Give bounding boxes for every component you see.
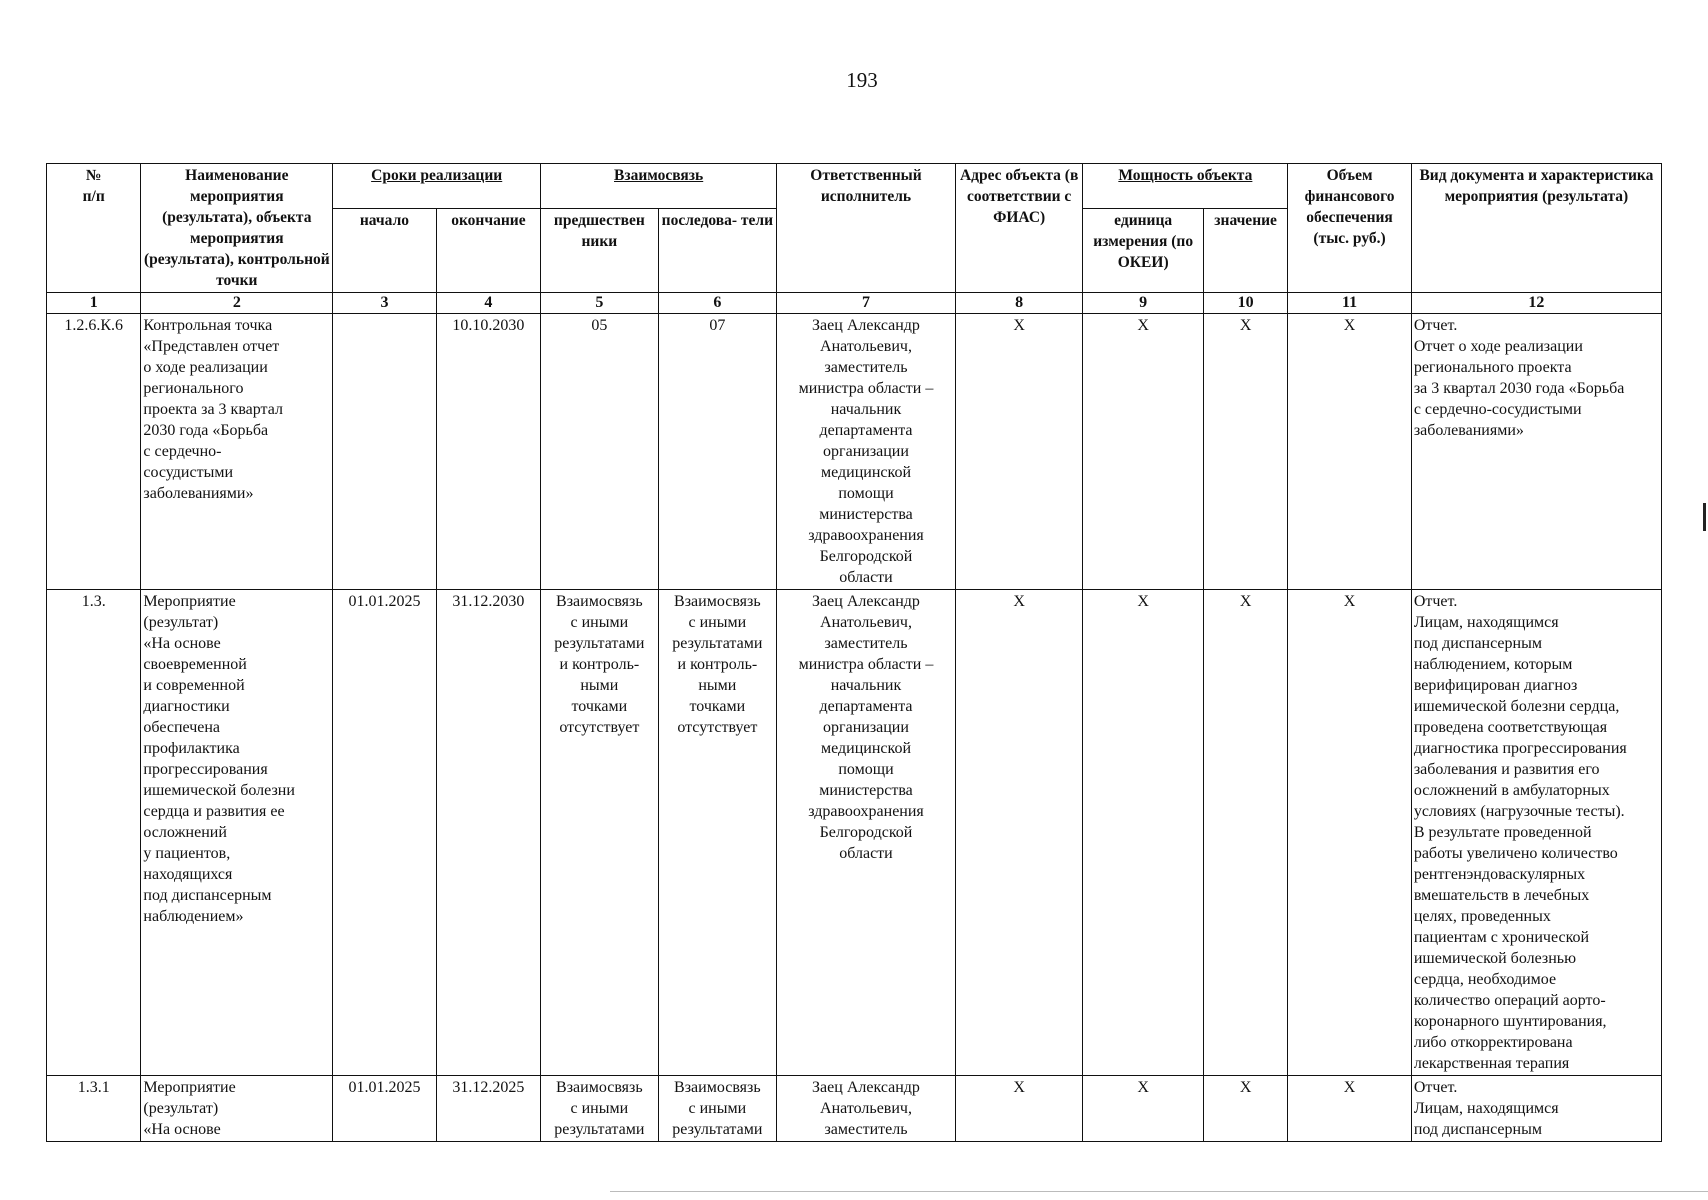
row-successors: Взаимосвязь с иными результатами и контроль- ными точками отсутствует	[658, 590, 777, 1076]
table-row	[47, 590, 1662, 1076]
column-number: 11	[1288, 293, 1412, 314]
row-name: Мероприятие (результат) «На основе своевременной и современной диагностики обеспечена профилактика прогрессирования ишемической болезни сердца и развития ее осложнений у пациентов, находящихся под диспансерным наблюдением»	[141, 590, 333, 1076]
header-unit: единица измерения (по ОКЕИ)	[1083, 209, 1204, 293]
header-capacity-label: Мощность объекта	[1118, 167, 1253, 184]
header-value: значение	[1203, 209, 1287, 293]
column-number: 12	[1411, 293, 1661, 314]
header-terms	[333, 164, 541, 209]
column-number: 10	[1203, 293, 1287, 314]
row-document: Отчет. Лицам, находящимся под диспансерным	[1411, 1076, 1661, 1142]
row-unit: Х	[1083, 1076, 1204, 1142]
header-links	[541, 164, 777, 209]
row-successors: 07	[658, 314, 777, 590]
row-start: 01.01.2025	[333, 1076, 436, 1142]
row-successors: Взаимосвязь с иными результатами	[658, 1076, 777, 1142]
row-end: 10.10.2030	[436, 314, 540, 590]
row-finance: Х	[1288, 1076, 1412, 1142]
row-predecessors: Взаимосвязь с иными результатами	[541, 1076, 659, 1142]
table-header	[47, 164, 1662, 314]
header-responsible: Ответственный исполнитель	[777, 164, 956, 293]
header-predecessors: предшествен ники	[541, 209, 659, 293]
table-row	[47, 314, 1662, 590]
row-value: Х	[1203, 590, 1287, 1076]
column-number: 2	[141, 293, 333, 314]
row-predecessors: 05	[541, 314, 659, 590]
column-number: 8	[955, 293, 1083, 314]
row-predecessors: Взаимосвязь с иными результатами и контроль- ными точками отсутствует	[541, 590, 659, 1076]
row-name: Мероприятие (результат) «На основе	[141, 1076, 333, 1142]
row-unit: Х	[1083, 590, 1204, 1076]
row-document: Отчет. Отчет о ходе реализации регионального проекта за 3 квартал 2030 года «Борьба с сердечно-сосудистыми заболеваниями»	[1411, 314, 1661, 590]
row-address: Х	[955, 590, 1083, 1076]
table-row	[47, 1076, 1662, 1142]
row-number: 1.3.1	[47, 1076, 141, 1142]
header-links-label: Взаимосвязь	[614, 167, 704, 184]
column-number: 9	[1083, 293, 1204, 314]
header-finance: Объем финансового обеспечения (тыс. руб.)	[1288, 164, 1412, 293]
row-responsible: Заец Александр Анатольевич, заместитель министра области – начальник департамента организации медицинской помощи министерства здравоохранения Белгородской области	[777, 590, 956, 1076]
row-value: Х	[1203, 314, 1287, 590]
row-address: Х	[955, 314, 1083, 590]
row-finance: Х	[1288, 590, 1412, 1076]
column-number: 7	[777, 293, 956, 314]
column-numbers-row	[47, 293, 1662, 314]
column-number: 5	[541, 293, 659, 314]
row-name: Контрольная точка «Представлен отчет о ходе реализации регионального проекта за 3 квартал 2030 года «Борьба с сердечно- сосудистыми заболеваниями»	[141, 314, 333, 590]
column-number: 3	[333, 293, 436, 314]
row-address: Х	[955, 1076, 1083, 1142]
row-start	[333, 314, 436, 590]
header-successors: последова- тели	[658, 209, 777, 293]
header-capacity	[1083, 164, 1288, 209]
header-end: окончание	[436, 209, 540, 293]
header-terms-label: Сроки реализации	[371, 167, 503, 184]
page-number: 193	[846, 68, 878, 92]
row-responsible: Заец Александр Анатольевич, заместитель министра области – начальник департамента организации медицинской помощи министерства здравоохранения Белгородской области	[777, 314, 956, 590]
row-value: Х	[1203, 1076, 1287, 1142]
row-document: Отчет. Лицам, находящимся под диспансерным наблюдением, которым верифицирован диагноз ишемической болезни сердца, проведена соответствующая диагностика прогрессирования заболевания и развития его осложнений в амбулаторных условиях (нагрузочные тесты). В результате проведенной работы увеличено количество рентгенэндоваскулярных вмешательств в лечебных целях, проведенных пациентам с хронической ишемической болезнью сердца, необходимое количество операций аорто- коронарного шунтирования, либо откорректирована лекарственная терапия	[1411, 590, 1661, 1076]
header-start: начало	[333, 209, 436, 293]
project-table	[46, 163, 1662, 1142]
column-number: 1	[47, 293, 141, 314]
header-name: Наименование мероприятия (результата), объекта мероприятия (результата), контрольной точки	[141, 164, 333, 293]
row-number: 1.2.6.К.6	[47, 314, 141, 590]
row-finance: Х	[1288, 314, 1412, 590]
scan-edge-mark	[1703, 503, 1706, 531]
row-start: 01.01.2025	[333, 590, 436, 1076]
scan-bottom-line	[610, 1191, 1708, 1192]
header-address: Адрес объекта (в соответствии с ФИАС)	[955, 164, 1083, 293]
column-number: 6	[658, 293, 777, 314]
row-end: 31.12.2025	[436, 1076, 540, 1142]
row-responsible: Заец Александр Анатольевич, заместитель	[777, 1076, 956, 1142]
column-number: 4	[436, 293, 540, 314]
header-document: Вид документа и характеристика мероприятия (результата)	[1411, 164, 1661, 293]
row-number: 1.3.	[47, 590, 141, 1076]
row-unit: Х	[1083, 314, 1204, 590]
row-end: 31.12.2030	[436, 590, 540, 1076]
header-num: № п/п	[47, 164, 141, 293]
